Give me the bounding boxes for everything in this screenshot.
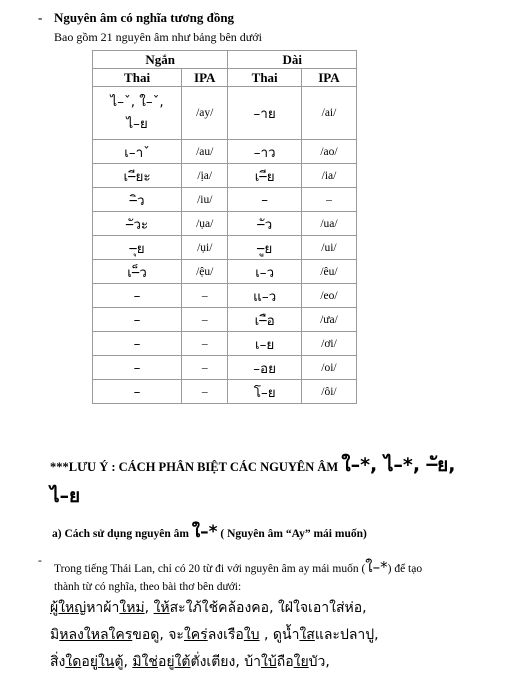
cell-ipa-long: /ao/ — [301, 140, 356, 164]
cell-ipa-long: /eo/ — [301, 284, 356, 308]
note-prefix: ***LƯU Ý : CÁCH PHÂN BIỆT CÁC NGUYÊN ÂM — [50, 460, 342, 474]
cell-thai-short: เ–็ว — [93, 260, 182, 284]
note-paragraph — [50, 455, 510, 506]
poem-segment: , — [144, 600, 154, 616]
bullet-line-1-pre: Trong tiếng Thái Lan, chỉ có 20 từ đi với nguyên âm ay mái muốn ( — [54, 563, 366, 575]
bullet-line-2: thành từ có nghĩa, theo bài thơ bên dưới: — [54, 581, 242, 593]
cell-ipa-short: /ụi/ — [182, 236, 228, 260]
table-row — [93, 284, 357, 308]
col-ipa-long: IPA — [301, 69, 356, 87]
poem-line — [50, 624, 379, 646]
cell-ipa-long: – — [301, 188, 356, 212]
section-a-prefix: a) Cách sử dụng nguyên âm — [52, 528, 192, 540]
table-row — [93, 164, 357, 188]
cell-thai-long: เ–ีย — [228, 164, 302, 188]
table-row — [93, 236, 357, 260]
cell-thai-short: เ–าˇ — [93, 140, 182, 164]
table-row — [93, 87, 357, 140]
cell-ipa-long: /ưa/ — [301, 308, 356, 332]
poem-segment: ให้ — [153, 600, 170, 616]
poem-segment: ใน — [97, 654, 115, 670]
poem-segment: อยู่ — [157, 654, 175, 670]
poem-line — [50, 651, 330, 673]
poem-segment: มิ — [50, 627, 60, 643]
bullet-dash-2: - — [38, 555, 42, 567]
cell-ipa-long: /êu/ — [301, 260, 356, 284]
section-a-vowel: ใ–* — [191, 522, 218, 542]
bullet-dash: - — [38, 10, 43, 25]
cell-ipa-long: /ai/ — [301, 87, 356, 140]
poem-segment: ตั่งเตียง, บ้า — [190, 654, 261, 670]
col-ipa-short: IPA — [182, 69, 228, 87]
cell-ipa-short: – — [182, 308, 228, 332]
poem-segment: หลงใหลใคร — [59, 627, 133, 643]
poem-segment: สะใภ้ใช้คล้องคอ, ใฝ่ใจเอาใส่ห่อ, — [169, 600, 367, 616]
cell-ipa-short: /iu/ — [182, 188, 228, 212]
poem-segment: ใส — [299, 627, 315, 643]
col-thai-short: Thai — [93, 69, 182, 87]
table-row — [93, 380, 357, 404]
poem-segment: ขอดู, จะ — [132, 627, 184, 643]
vowel-table — [92, 50, 357, 404]
cell-thai-long: –ัว — [228, 212, 302, 236]
poem-segment: มิใช่ — [132, 654, 158, 670]
table-row — [93, 212, 357, 236]
poem-segment: ใหม่ — [119, 600, 145, 616]
cell-ipa-short: /ịa/ — [182, 164, 228, 188]
cell-thai-short: –ัวะ — [93, 212, 182, 236]
table-body — [93, 87, 357, 404]
cell-thai-short-line: ไ–ย — [126, 116, 148, 132]
cell-thai-long: – — [228, 188, 302, 212]
cell-thai-long: –ูย — [228, 236, 302, 260]
poem-segment: ใบ — [243, 627, 260, 643]
table-row — [93, 308, 357, 332]
cell-ipa-short: – — [182, 284, 228, 308]
cell-thai-short: –ิว — [93, 188, 182, 212]
col-thai-long: Thai — [228, 69, 302, 87]
header-long: Dài — [228, 51, 357, 69]
poem-segment: , ดูน้ำ — [259, 627, 300, 643]
table-row — [93, 332, 357, 356]
poem-segment: ใคร่ — [183, 627, 208, 643]
poem-segment: บัว, — [308, 654, 330, 670]
cell-ipa-short: – — [182, 380, 228, 404]
cell-ipa-long: /ia/ — [301, 164, 356, 188]
cell-ipa-short: – — [182, 332, 228, 356]
poem-segment: ใบ้ — [261, 654, 277, 670]
cell-thai-short-line: ไ–ˇ, ใ–ˇ, — [110, 94, 164, 110]
poem-segment: และปลาปู, — [314, 627, 379, 643]
cell-ipa-short: – — [182, 356, 228, 380]
table-row — [93, 356, 357, 380]
cell-thai-long: –าว — [228, 140, 302, 164]
cell-ipa-long: /ui/ — [301, 236, 356, 260]
section-a-heading — [52, 518, 367, 545]
poem-segment: อยู่ — [81, 654, 98, 670]
cell-thai-short: เ–ียะ — [93, 164, 182, 188]
table-row — [93, 260, 357, 284]
poem-segment: ผู้ใหญ่ — [50, 600, 87, 616]
cell-thai-short — [93, 87, 182, 140]
cell-ipa-short: /ệu/ — [182, 260, 228, 284]
poem-segment: ใด — [65, 654, 82, 670]
cell-thai-long: –อย — [228, 356, 302, 380]
note-vowel-last: ไ–ย — [50, 485, 81, 507]
cell-thai-long: เ–ว — [228, 260, 302, 284]
poem-segment: ถือ — [276, 654, 294, 670]
poem-segment: ใต้ — [174, 654, 191, 670]
cell-ipa-long: /ua/ — [301, 212, 356, 236]
poem-segment: ตู้, — [114, 654, 133, 670]
cell-ipa-long: /ôi/ — [301, 380, 356, 404]
poem-segment: หาผ้า — [86, 600, 120, 616]
bullet-line-1-post: ) để tạo — [387, 563, 423, 575]
cell-thai-short: – — [93, 308, 182, 332]
poem-line — [50, 597, 367, 619]
cell-ipa-long: /oi/ — [301, 356, 356, 380]
cell-thai-short: – — [93, 332, 182, 356]
cell-thai-long: –าย — [228, 87, 302, 140]
cell-thai-long: โ–ย — [228, 380, 302, 404]
cell-thai-short: – — [93, 380, 182, 404]
heading-title: Nguyên âm có nghĩa tương đồng — [54, 10, 235, 25]
cell-thai-long: แ–ว — [228, 284, 302, 308]
poem-segment: ใย — [293, 654, 309, 670]
cell-ipa-long: /ơi/ — [301, 332, 356, 356]
note-vowels: ใ–*, ไ–*, –ัย, — [341, 454, 456, 476]
cell-thai-short: –ุย — [93, 236, 182, 260]
table-row — [93, 188, 357, 212]
header-short: Ngắn — [93, 51, 228, 69]
subtitle: Bao gồm 21 nguyên âm như bảng bên dưới — [54, 30, 262, 44]
table-row — [93, 140, 357, 164]
cell-thai-long: เ–ือ — [228, 308, 302, 332]
poem-segment: สิ่ง — [50, 654, 66, 670]
cell-ipa-short: /au/ — [182, 140, 228, 164]
bullet-line-1 — [54, 555, 422, 579]
cell-thai-short: – — [93, 284, 182, 308]
bullet-line-1-vowel: ใ–* — [365, 558, 388, 576]
cell-thai-long: เ–ย — [228, 332, 302, 356]
section-a-suffix: ( Nguyên âm “Ay” mái muốn) — [217, 528, 367, 540]
poem-segment: ลงเรือ — [207, 627, 244, 643]
cell-ipa-short: /ay/ — [182, 87, 228, 140]
cell-ipa-short: /ụa/ — [182, 212, 228, 236]
cell-thai-short: – — [93, 356, 182, 380]
